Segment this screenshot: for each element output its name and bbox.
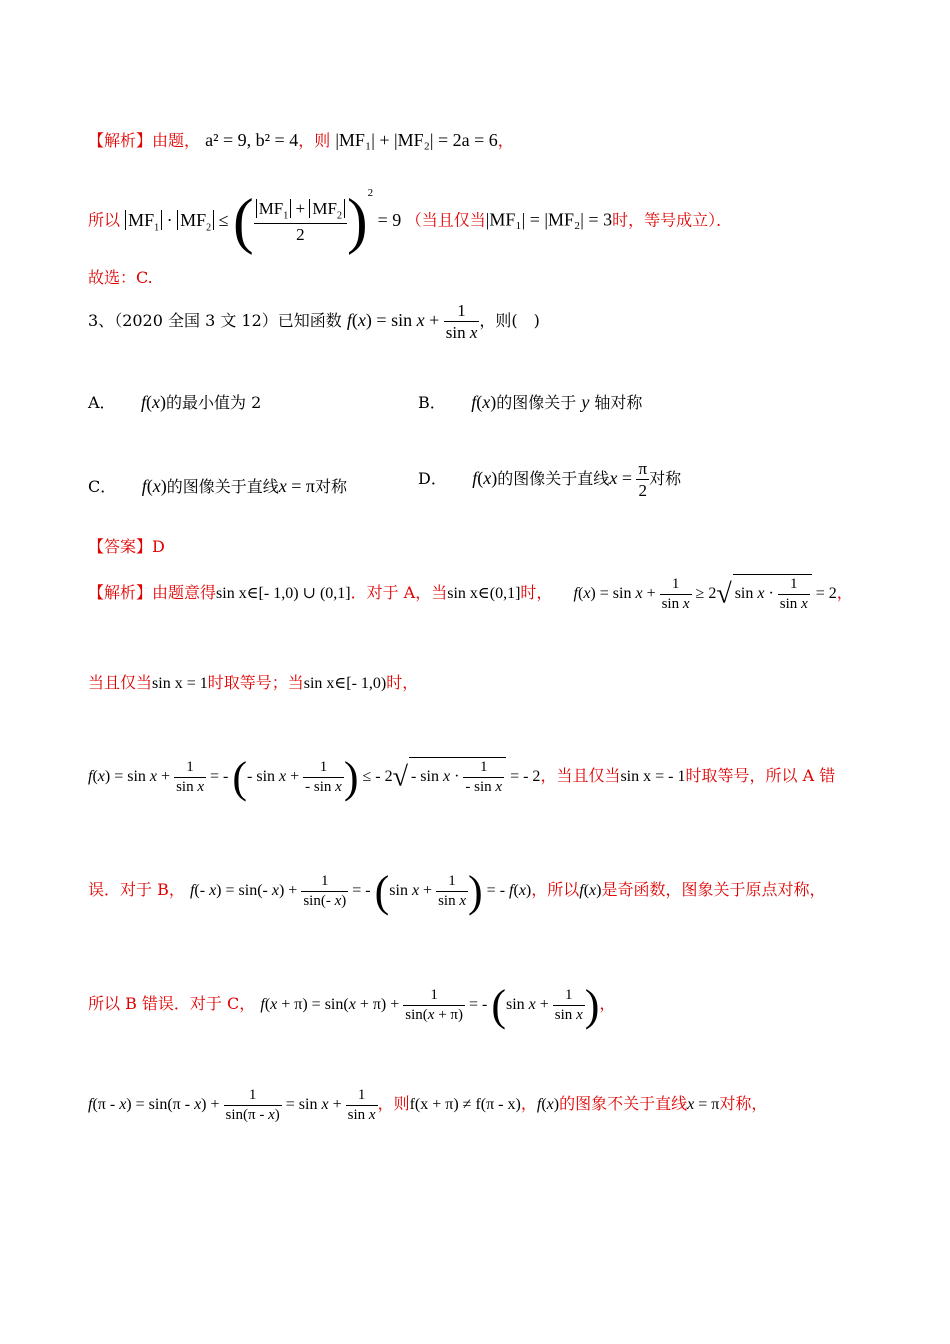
eq-b-odd: f(- x) = sin(- x) + $\frac{1}{\sin(- x)}$ = - (sin x + $\frac{1}{\text{sin x}}$ ) = - f(x)	[189, 867, 532, 916]
solution-line-2: 当且仅当sin x = 1时取等号；当sin x∈[- 1,0)时，	[88, 673, 419, 692]
q3-function: f(x) = sin x + $\frac{1}{\text{sin x}}$	[346, 301, 478, 343]
eq-c-shift: f(x + π) = sin(x + π) + $\frac{1}{\sin(x + \pi)}$ = - (sin x + $\frac{1}{\text{sin x}}$ )	[260, 981, 600, 1030]
option-d: D． f(x)的图像关于直线x = $\frac{\pi}{2}$ 对称	[418, 459, 682, 501]
eq-sum: |MF₁| + |MF₂| = 2a = 6	[335, 130, 498, 150]
answer-value: D	[152, 537, 165, 556]
eq-c-reflect: f(π - x) = sin(π - x) + $\frac{1}{\sin(\pi - x)}$ = sin x + $\frac{1}{\text{sin x}}$	[88, 1087, 376, 1123]
analysis-line-1: 【解析】由题， a² = 9, b² = 4，则 |MF₁| + |MF₂| = 2a = 6，	[88, 130, 514, 150]
answer-line: 【答案】D	[88, 537, 165, 556]
question-3: 3、（2020 全国 3 文 12）已知函数 f(x) = sin x + $\frac{1}{\text{sin x}}$ ，则( )	[88, 301, 540, 343]
option-a: A． f(x)的最小值为 2	[88, 392, 262, 412]
analysis-tag: 【解析】	[88, 131, 153, 150]
eq-equal: |MF₁| = |MF₂| = 3	[485, 209, 613, 230]
eq-inequality: $MF_1 \cdot MF_2$ ≤ ( $\frac{MF_1 + MF_2}{2}$ )$^2$ = 9	[125, 210, 406, 230]
eq-a-min: f(x) = sin x + $\frac{1}{\text{sin x}}$ ≥ 2√ sin x · $\frac{1}{\text{sin x}}$ = 2	[573, 576, 837, 612]
solution-line-3: f(x) = sin x + $\frac{1}{\text{sin x}}$ = - (- sin x + $\frac{1}{\text{- sin x}}$ ) ≤ - 2√ - sin x · $\frac{1}{\text{- sin x}}$ = - 2，当且仅当sin x = - 1时取等号，所以 A 错	[88, 753, 836, 802]
choose-c: 故选：C.	[88, 268, 153, 287]
solution-line-1: 【解析】由题意得sin x∈[- 1,0) ∪ (0,1]．对于 A，当sin x∈(0,1]时， f(x) = sin x + $\frac{1}{\text{sin x}}$ ≥ 2√ sin x · $\frac{1}{\text{sin x}}$ = 2，	[88, 576, 853, 612]
solution-line-4: 误．对于 B， f(- x) = sin(- x) + $\frac{1}{\sin(- x)}$ = - (sin x + $\frac{1}{\text{sin x}}$ ) = - f(x)，所以f(x)是奇函数，图象关于原点对称，	[88, 867, 826, 916]
solution-line-5: 所以 B 错误．对于 C， f(x + π) = sin(x + π) + $\frac{1}{\sin(x + \pi)}$ = - (sin x + $\frac{1}{\text{sin x}}$ )，	[88, 981, 616, 1030]
option-b: B． f(x)的图像关于 y 轴对称	[418, 392, 643, 412]
analysis-line-2: 所以 $MF_1 \cdot MF_2$ ≤ ( $\frac{MF_1 + MF_2}{2}$ )$^2$ = 9 （当且仅当|MF₁| = |MF₂| = 3时，等号成立）．	[88, 186, 733, 255]
eq-a-neg: f(x) = sin x + $\frac{1}{\text{sin x}}$ = - (- sin x + $\frac{1}{\text{- sin x}}$ ) ≤ - 2√ - sin x · $\frac{1}{\text{- sin x}}$ = - 2	[88, 753, 541, 802]
option-c: C． f(x)的图像关于直线x = π对称	[88, 476, 347, 496]
eq-ab: a² = 9, b² = 4	[205, 130, 299, 150]
solution-line-6: f(π - x) = sin(π - x) + $\frac{1}{\sin(\pi - x)}$ = sin x + $\frac{1}{\text{sin x}}$ ，则f(x + π) ≠ f(π - x)，f(x)的图象不关于直线x = π对称，	[88, 1087, 768, 1123]
